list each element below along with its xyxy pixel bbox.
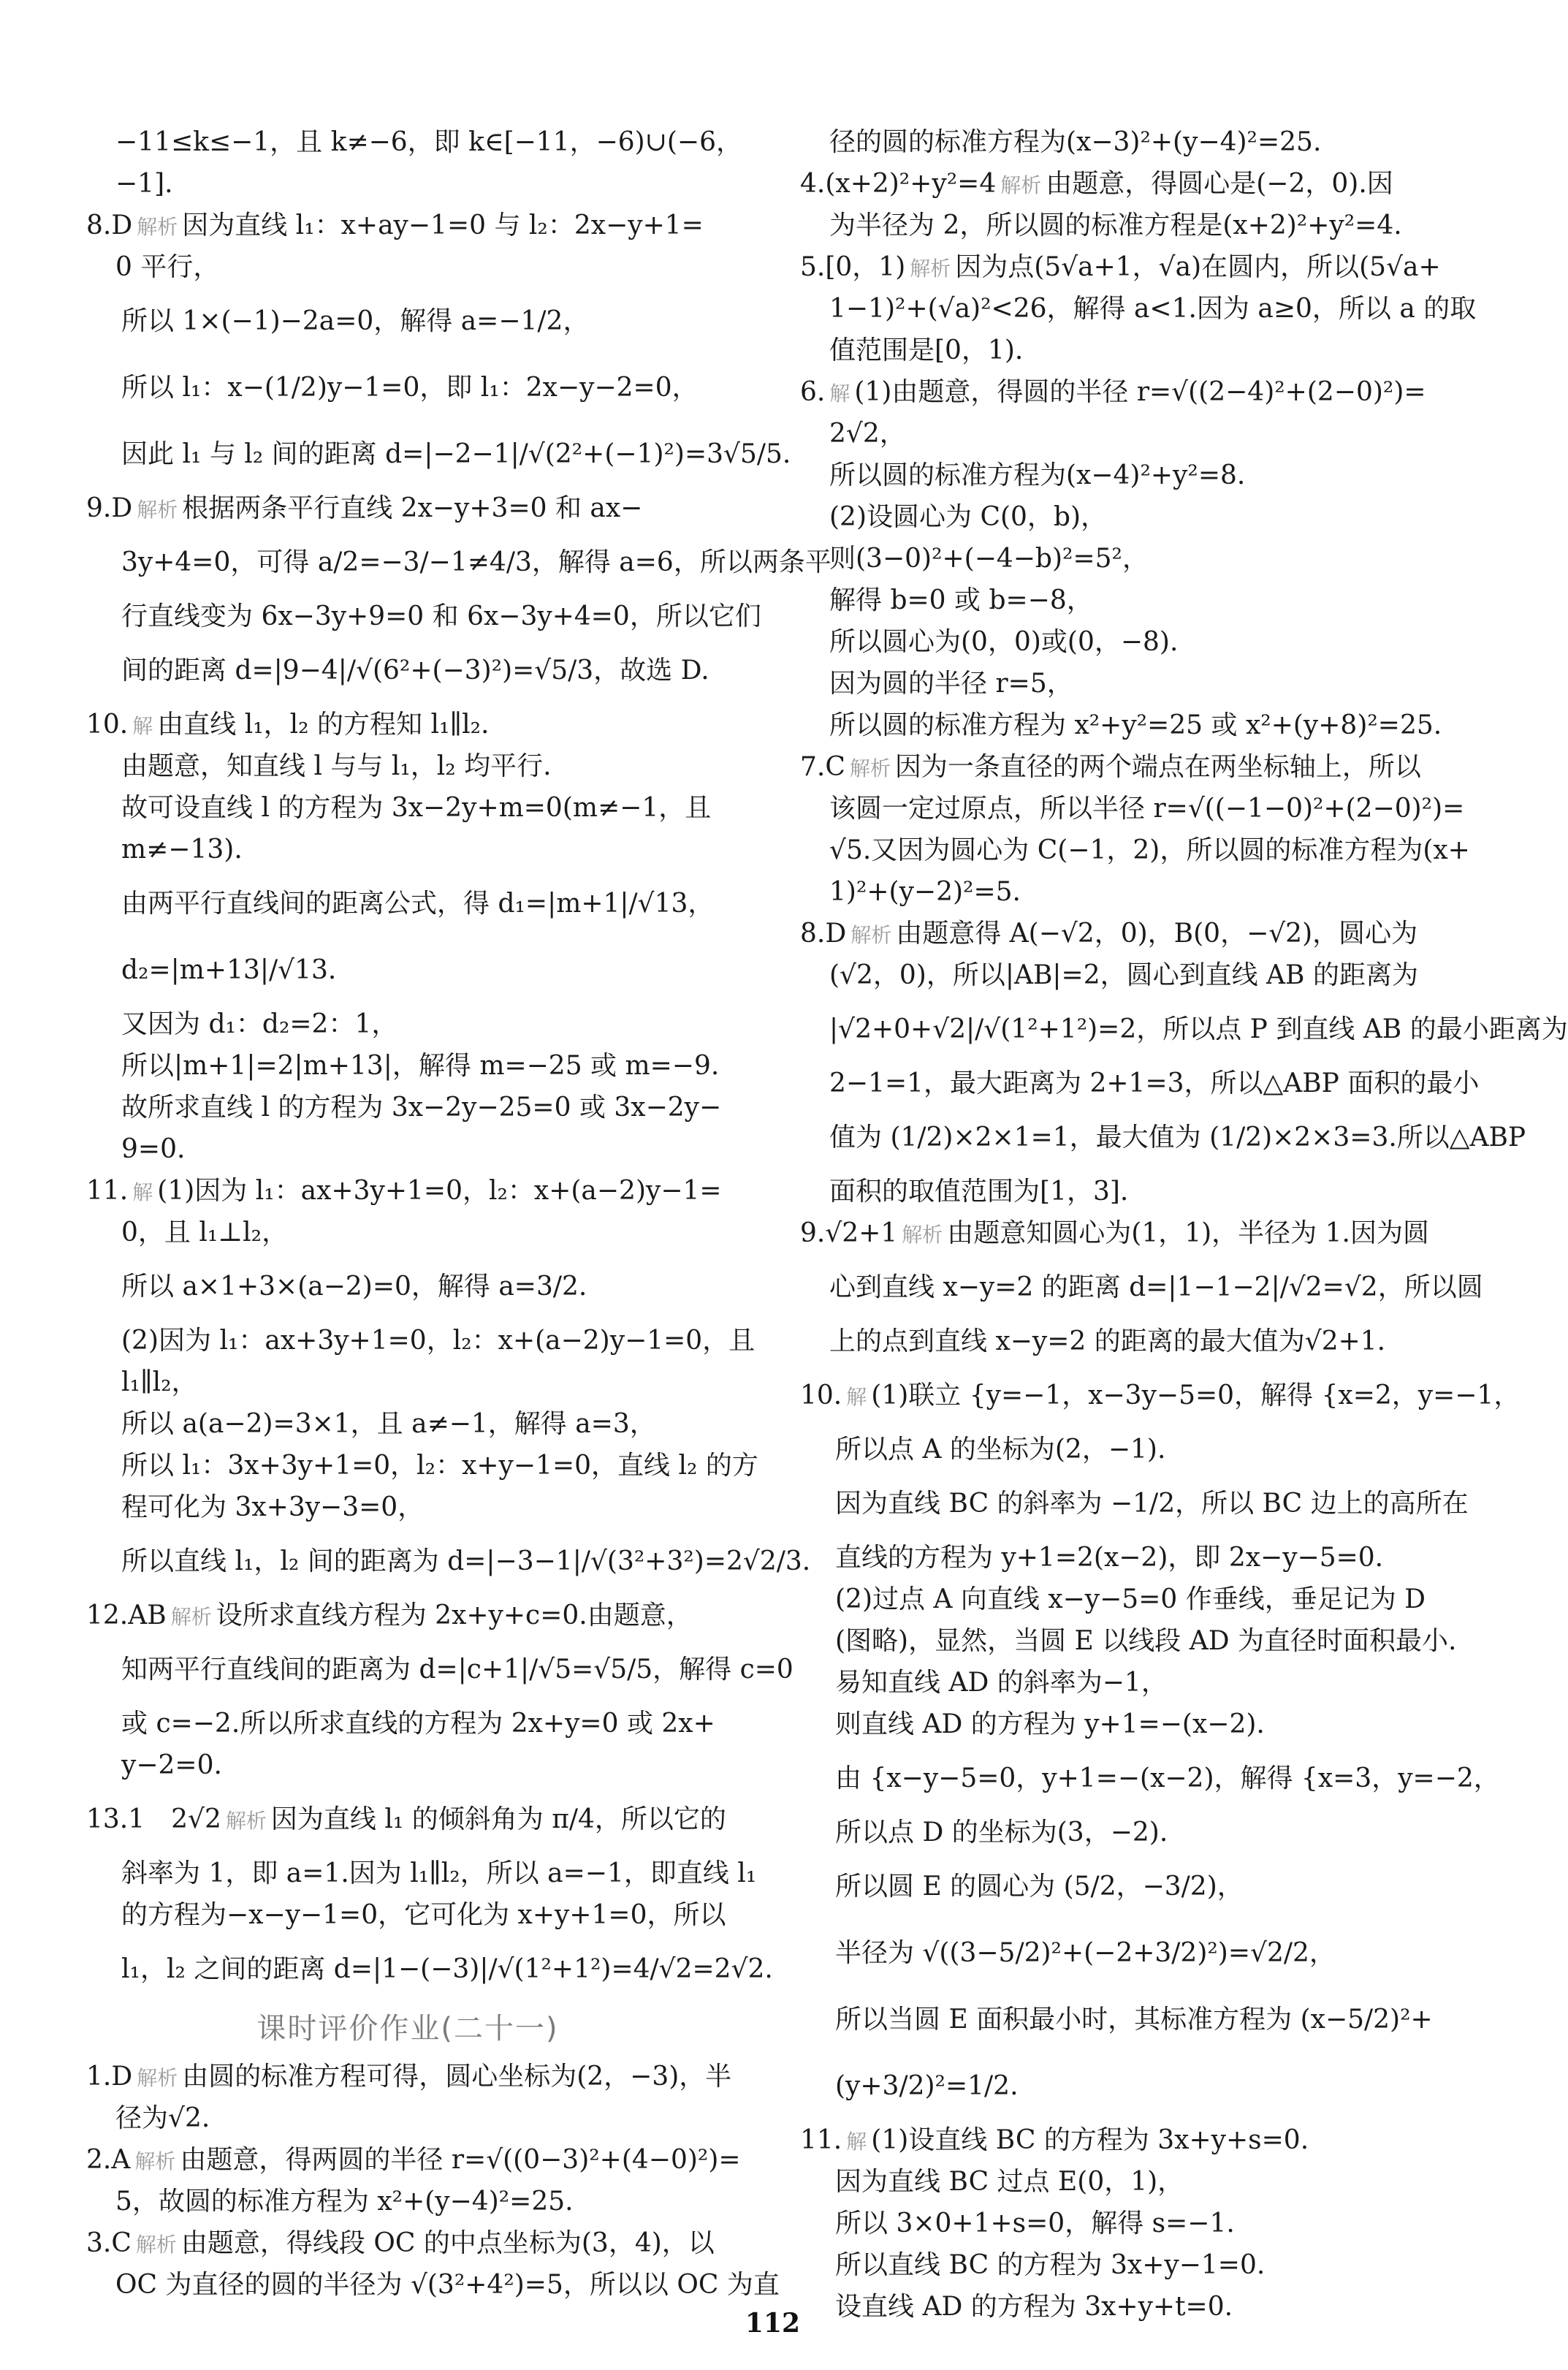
- line-text: 径的圆的标准方程为(x−3)²+(y−4)²=25.: [829, 127, 1322, 157]
- line-text: 所以点 A 的坐标为(2，−1).: [835, 1435, 1166, 1465]
- line-text: 3y+4=0，可得 a/2=−3/−1≠4/3，解得 a=6，所以两条平: [121, 547, 831, 577]
- text-line: [86, 1048, 729, 1085]
- text-line: [86, 1256, 729, 1318]
- text-line: [86, 790, 729, 827]
- line-text: 设直线 AD 的方程为 3x+y+t=0.: [835, 2292, 1233, 2322]
- answer-number: 11.: [86, 1176, 129, 1206]
- text-line: [86, 940, 729, 1001]
- line-text: 9=0.: [121, 1134, 186, 1164]
- line-text: 所以圆 E 的圆心为 (5/2，−3/2)，: [835, 1872, 1244, 1902]
- line-text: (y+3/2)²=1/2.: [835, 2071, 1019, 2101]
- line-text: 值为 (1/2)×2×1=1，最大值为 (1/2)×2×3=3.所以△ABP: [829, 1123, 1526, 1152]
- answer-item: [86, 707, 729, 743]
- answer-item: [800, 1365, 1521, 1427]
- answer-number: 13.1 2√2: [86, 1804, 221, 1834]
- text-line: [800, 2164, 1458, 2200]
- answer-item: [86, 1789, 729, 1850]
- text-line: [800, 1989, 1458, 2051]
- line-text: 的方程为−x−y−1=0，它可化为 x+y+1=0，所以: [121, 1900, 726, 1930]
- line-text: 间的距离 d=|9−4|/√(6²+(−3)²)=√5/3，故选 D.: [121, 656, 709, 685]
- text-line: [86, 2100, 729, 2137]
- line-text: −11≤k≤−1，且 k≠−6，即 k∈[−11，−6)∪(−6，: [115, 127, 742, 157]
- text-line: [86, 599, 761, 635]
- line-text: 由题意，知直线 l 与与 l₁，l₂ 均平行.: [121, 751, 552, 781]
- line-text: l₁∥l₂，: [121, 1367, 198, 1397]
- text-line: [800, 1923, 1458, 1984]
- line-text: (1)因为 l₁：ax+3y+1=0，l₂：x+(a−2)y−1=: [157, 1176, 722, 1206]
- line-text: 所以 3×0+1+s=0，解得 s=−1.: [835, 2208, 1235, 2238]
- line-text: 又因为 d₁：d₂=2：1，: [121, 1009, 398, 1039]
- line-text: 1−1)²+(√a)²<26，解得 a<1.因为 a≥0，所以 a 的取: [829, 294, 1477, 324]
- answer-item: [800, 2122, 1458, 2159]
- text-line: [800, 1323, 1458, 1360]
- explanation-tag: 解析: [902, 1223, 943, 1247]
- explanation-tag: 解析: [1000, 173, 1042, 197]
- line-text: 值范围是[0，1).: [829, 335, 1024, 365]
- answer-item: [86, 490, 729, 527]
- line-text: (2)设圆心为 C(0，b)，: [829, 502, 1108, 532]
- line-text: 由题意，得圆心是(−2，0).因: [1046, 169, 1393, 199]
- line-text: 所以 l₁：3x+3y+1=0，l₂：x+y−1=0，直线 l₂ 的方: [121, 1451, 758, 1481]
- text-line: [86, 1489, 729, 1526]
- text-line: [86, 166, 729, 202]
- line-text: 1)²+(y−2)²=5.: [829, 877, 1021, 907]
- answer-number: 1.D: [86, 2062, 133, 2092]
- line-text: 所以当圆 E 面积最小时，其标准方程为 (x−5/2)²+: [835, 2005, 1433, 2035]
- text-line: [86, 1323, 756, 1359]
- text-line: [86, 1131, 729, 1168]
- text-line: [86, 748, 729, 785]
- line-text: 所以点 D 的坐标为(3，−2).: [835, 1818, 1168, 1847]
- text-line: [86, 1639, 793, 1701]
- answer-item: [800, 749, 1458, 786]
- line-text: d₂=|m+13|/√13.: [121, 955, 337, 985]
- answer-number: 10.: [86, 710, 129, 740]
- line-text: 故可设直线 l 的方程为 3x−2y+m=0(m≠−1，且: [121, 793, 712, 823]
- text-line: [800, 291, 1477, 327]
- text-line: [86, 1531, 811, 1592]
- text-line: [800, 791, 1465, 827]
- line-text: 由题意得 A(−√2，0)，B(0，−√2)，圆心为: [896, 919, 1418, 949]
- line-text: 5，故圆的标准方程为 x²+(y−4)²=25.: [115, 2187, 574, 2217]
- line-text: 所以 a×1+3×(a−2)=0，解得 a=3/2.: [121, 1272, 587, 1302]
- line-text: (1)联立 {y=−1，x−3y−5=0，解得 {x=2，y=−1，: [871, 1380, 1521, 1410]
- explanation-tag: 解析: [225, 1809, 267, 1833]
- answer-item: [800, 166, 1458, 202]
- answer-number: 9.D: [86, 493, 133, 523]
- line-text: |√2+0+√2|/√(1²+1²)=2，所以点 P 到直线 AB 的最小距离为: [829, 1014, 1568, 1044]
- line-text: 面积的取值范围为[1，3].: [829, 1177, 1129, 1207]
- text-line: [800, 582, 1458, 619]
- explanation-tag: 解析: [137, 2066, 178, 2090]
- line-text: 由 {x−y−5=0，y+1=−(x−2)，解得 {x=3，y=−2，: [835, 1763, 1500, 1793]
- line-text: 因为圆的半径 r=5，: [829, 669, 1073, 699]
- text-line: [86, 2184, 729, 2220]
- line-text: 0 平行，: [115, 252, 220, 282]
- answer-item: [800, 916, 1458, 952]
- line-text: 所以圆心为(0，0)或(0，−8).: [829, 627, 1179, 657]
- answer-number: 9.√2+1: [800, 1218, 898, 1248]
- text-line: [86, 249, 729, 286]
- line-text: 因为直线 BC 的斜率为 −1/2，所以 BC 边上的高所在: [835, 1489, 1469, 1519]
- line-text: 由圆的标准方程可得，圆心坐标为(2，−3)，半: [182, 2062, 732, 2092]
- explanation-tag: 解析: [849, 756, 891, 780]
- answer-number: 11.: [800, 2125, 842, 2155]
- text-line: [800, 541, 1458, 577]
- answer-number: 3.C: [86, 2228, 132, 2258]
- line-text: 所以圆的标准方程为(x−4)²+y²=8.: [829, 460, 1246, 490]
- text-line: [800, 333, 1458, 369]
- line-text: 则直线 AD 的方程为 y+1=−(x−2).: [835, 1709, 1265, 1739]
- text-line: [86, 1406, 729, 1443]
- line-text: 所以 l₁：x−(1/2)y−1=0，即 l₁：2x−y−2=0，: [121, 373, 699, 403]
- line-text: 径为√2.: [115, 2103, 210, 2133]
- text-line: [800, 707, 1458, 744]
- text-line: [800, 2247, 1458, 2284]
- text-line: [800, 874, 1458, 911]
- line-text: 因为一条直径的两个端点在两坐标轴上，所以: [894, 752, 1421, 782]
- line-text: 因此 l₁ 与 l₂ 间的距离 d=|−2−1|/√(2²+(−1)²)=3√5/5.: [121, 439, 791, 469]
- text-line: [800, 124, 1458, 161]
- line-text: y−2=0.: [121, 1750, 222, 1780]
- line-text: 斜率为 1，即 a=1.因为 l₁∥l₂，所以 a=−1，即直线 l₁: [121, 1858, 757, 1888]
- text-line: [800, 2206, 1458, 2242]
- text-line: [86, 124, 742, 161]
- text-line: [800, 666, 1458, 702]
- text-line: [86, 832, 729, 868]
- answer-number: 12.AB: [86, 1600, 167, 1630]
- text-line: [800, 1257, 1483, 1318]
- line-text: 由题意，得线段 OC 的中点坐标为(3，4)，以: [180, 2228, 715, 2258]
- answer-item: [800, 249, 1458, 286]
- answer-item: [800, 1215, 1458, 1252]
- answer-item: [800, 374, 1458, 411]
- answer-item: [86, 2142, 741, 2179]
- explanation-tag: 解析: [850, 923, 892, 947]
- line-text: m≠−13).: [121, 835, 243, 865]
- text-line: [800, 416, 1458, 452]
- text-line: [800, 1174, 1458, 1210]
- line-text: 行直线变为 6x−3y+9=0 和 6x−3y+4=0，所以它们: [121, 601, 761, 631]
- text-line: [86, 357, 729, 419]
- line-text: 所以直线 BC 的方程为 3x+y−1=0.: [835, 2250, 1266, 2280]
- line-text: 心到直线 x−y=2 的距离 d=|1−1−2|/√2=√2，所以圆: [829, 1272, 1483, 1302]
- line-text: 直线的方程为 y+1=2(x−2)，即 2x−y−5=0.: [835, 1543, 1384, 1573]
- text-line: [800, 1581, 1458, 1618]
- text-line: [86, 1747, 729, 1784]
- explanation-tag: 解析: [910, 257, 951, 281]
- text-line: [86, 1215, 729, 1251]
- line-text: (1)设直线 BC 的方程为 3x+y+s=0.: [871, 2125, 1309, 2155]
- answer-number: 8.D: [86, 210, 133, 240]
- line-text: 根据两条平行直线 2x−y+3=0 和 ax−: [182, 493, 643, 523]
- answer-item: [86, 2225, 729, 2262]
- line-text: (2)因为 l₁：ax+3y+1=0，l₂：x+(a−2)y−1=0，且: [121, 1326, 756, 1356]
- answer-item: [86, 1173, 729, 1209]
- line-text: 则(3−0)²+(−4−b)²=5²，: [829, 544, 1149, 574]
- line-text: (图略)，显然，当圆 E 以线段 AD 为直径时面积最小.: [835, 1626, 1457, 1656]
- text-line: [86, 640, 729, 702]
- text-line: [86, 1090, 729, 1126]
- text-line: [86, 1856, 757, 1892]
- line-text: 由题意，得两圆的半径 r=√((0−3)²+(4−0)²)=: [180, 2145, 741, 2175]
- text-line: [800, 1815, 1458, 1851]
- line-text: 为半径为 2，所以圆的标准方程是(x+2)²+y²=4.: [829, 210, 1402, 240]
- line-text: 半径为 √((3−5/2)²+(−2+3/2)²)=√2/2，: [835, 1938, 1336, 1968]
- answer-number: 8.D: [800, 919, 847, 949]
- line-text: l₁，l₂ 之间的距离 d=|1−(−3)|/√(1²+1²)=4/√2=2√2.: [121, 1954, 773, 1984]
- line-text: 解得 b=0 或 b=−8，: [829, 585, 1093, 615]
- line-text: 因为点(5√a+1，√a)在圆内，所以(5√a+: [955, 252, 1441, 282]
- text-line: [800, 832, 1470, 869]
- explanation-tag: 解析: [135, 2233, 177, 2257]
- explanation-tag: 解: [132, 1180, 153, 1204]
- right-column: [800, 124, 1568, 2331]
- text-line: [800, 624, 1458, 661]
- text-line: [800, 1540, 1458, 1576]
- line-text: −1].: [115, 169, 173, 199]
- answer-item: [86, 2059, 732, 2095]
- page-number: 112: [745, 2308, 801, 2339]
- explanation-tag: 解析: [134, 2149, 176, 2173]
- text-line: [86, 1939, 773, 2000]
- answer-number: 7.C: [800, 752, 845, 782]
- line-text: (2)过点 A 向直线 x−y−5=0 作垂线，垂足记为 D: [835, 1584, 1426, 1614]
- text-line: [86, 1706, 729, 1742]
- line-text: 因为直线 BC 过点 E(0，1)，: [835, 2167, 1184, 2197]
- text-line: [86, 873, 729, 935]
- explanation-tag: 解析: [137, 215, 178, 239]
- text-line: [86, 424, 791, 485]
- text-line: [86, 1897, 729, 1934]
- text-line: [800, 457, 1458, 494]
- line-text: (√2，0)，所以|AB|=2，圆心到直线 AB 的距离为: [829, 960, 1418, 990]
- line-text: OC 为直径的圆的半径为 √(3²+4²)=5，所以以 OC 为直: [115, 2270, 780, 2300]
- explanation-tag: 解: [846, 2130, 867, 2154]
- text-line: [800, 999, 1568, 1060]
- line-text: 由直线 l₁，l₂ 的方程知 l₁∥l₂.: [157, 710, 490, 740]
- line-text: 所以 1×(−1)−2a=0，解得 a=−1/2，: [121, 306, 590, 336]
- answer-number: 5.[0，1): [800, 252, 906, 282]
- line-text: 2√2，: [829, 419, 906, 449]
- line-text: (1)由题意，得圆的半径 r=√((2−4)²+(2−0)²)=: [854, 377, 1426, 407]
- text-line: [86, 1006, 729, 1043]
- text-line: [800, 1856, 1458, 1918]
- answer-number: 6.: [800, 377, 826, 407]
- text-line: [800, 1473, 1469, 1535]
- line-text: 由两平行直线间的距离公式，得 d₁=|m+1|/√13，: [121, 889, 715, 919]
- line-text: 所以 a(a−2)=3×1，且 a≠−1，解得 a=3，: [121, 1409, 656, 1439]
- line-text: 故所求直线 l 的方程为 3x−2y−25=0 或 3x−2y−: [121, 1093, 722, 1123]
- text-line: [800, 208, 1458, 244]
- line-text: 程可化为 3x+3y−3=0，: [121, 1492, 425, 1522]
- line-text: 易知直线 AD 的斜率为−1，: [835, 1668, 1168, 1698]
- text-line: [800, 499, 1458, 536]
- line-text: √5.又因为圆心为 C(−1，2)，所以圆的标准方程为(x+: [829, 835, 1470, 865]
- answer-item: [86, 208, 729, 244]
- line-text: 0，且 l₁⊥l₂，: [121, 1218, 289, 1247]
- explanation-tag: 解析: [137, 498, 178, 522]
- line-text: 所以|m+1|=2|m+13|，解得 m=−25 或 m=−9.: [121, 1051, 720, 1081]
- line-text: 设所求直线方程为 2x+y+c=0.由题意，: [216, 1600, 693, 1630]
- text-line: [86, 2267, 780, 2303]
- line-text: 所以直线 l₁，l₂ 间的距离为 d=|−3−1|/√(3²+3²)=2√2/3.: [121, 1546, 811, 1576]
- text-line: [86, 291, 729, 352]
- text-line: [800, 2056, 1458, 2117]
- text-line: [800, 1665, 1458, 1701]
- line-text: 知两平行直线间的距离为 d=|c+1|/√5=√5/5，解得 c=0: [121, 1655, 793, 1685]
- line-text: 因为直线 l₁ 的倾斜角为 π/4，所以它的: [270, 1804, 726, 1834]
- text-line: [800, 957, 1458, 994]
- explanation-tag: 解: [132, 714, 153, 738]
- line-text: 该圆一定过原点，所以半径 r=√((−1−0)²+(2−0)²)=: [829, 794, 1465, 824]
- answer-number: 10.: [800, 1380, 842, 1410]
- text-line: [800, 1748, 1500, 1809]
- line-text: 上的点到直线 x−y=2 的距离的最大值为√2+1.: [829, 1326, 1386, 1356]
- explanation-tag: 解析: [170, 1605, 212, 1629]
- line-text: 所以圆的标准方程为 x²+y²=25 或 x²+(y+8)²=25.: [829, 710, 1442, 740]
- explanation-tag: 解: [846, 1385, 867, 1409]
- text-line: [86, 532, 831, 593]
- text-line: [86, 1448, 758, 1484]
- answer-item: [86, 1598, 729, 1634]
- text-line: [800, 1107, 1526, 1169]
- answer-number: 4.(x+2)²+y²=4: [800, 169, 997, 199]
- line-text: 因为直线 l₁：x+ay−1=0 与 l₂：2x−y+1=: [182, 210, 704, 240]
- text-line: [800, 1432, 1458, 1468]
- text-line: [800, 1706, 1458, 1743]
- section-heading: 课时评价作业(二十一): [256, 2012, 559, 2046]
- text-line: [86, 1364, 729, 1401]
- text-line: [800, 1623, 1458, 1660]
- text-line: [800, 1066, 1480, 1102]
- answer-number: 2.A: [86, 2145, 131, 2175]
- line-text: 由题意知圆心为(1，1)，半径为 1.因为圆: [947, 1218, 1429, 1248]
- explanation-tag: 解: [829, 381, 850, 406]
- line-text: 或 c=−2.所以所求直线的方程为 2x+y=0 或 2x+: [121, 1709, 715, 1739]
- line-text: 2−1=1，最大距离为 2+1=3，所以△ABP 面积的最小: [829, 1068, 1480, 1098]
